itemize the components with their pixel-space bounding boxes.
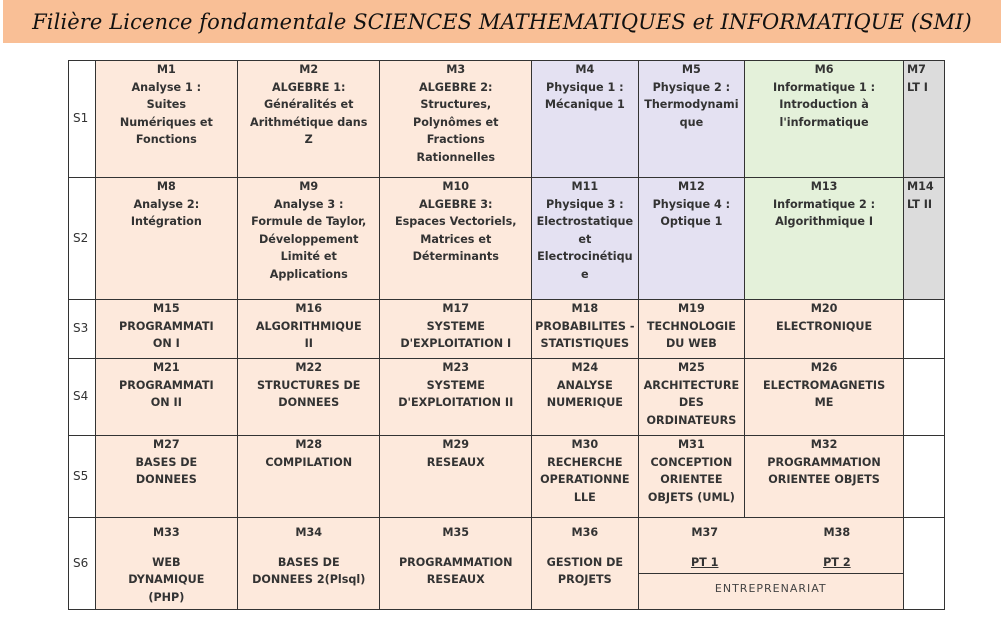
module-title-line: COMPILATION bbox=[265, 455, 353, 469]
semester-row-s6 bbox=[69, 518, 945, 610]
module-code: M31 bbox=[678, 438, 705, 451]
semester-label: S6 bbox=[69, 518, 96, 610]
module-m34 bbox=[238, 518, 380, 610]
semester-label: S5 bbox=[69, 436, 96, 518]
module-m11 bbox=[532, 178, 639, 300]
module-m35 bbox=[380, 518, 532, 610]
pt-titles bbox=[639, 554, 903, 572]
module-m25 bbox=[638, 359, 745, 436]
module-code: M14 bbox=[906, 180, 934, 193]
module-title-line: Polynômes et bbox=[413, 115, 499, 129]
module-title-line: que bbox=[679, 115, 704, 129]
module-code: M3 bbox=[446, 63, 466, 76]
module-code: M8 bbox=[156, 180, 176, 193]
module-title-line: GESTION DE bbox=[546, 555, 624, 569]
module-title-line: et bbox=[578, 232, 592, 246]
module-code: M5 bbox=[681, 63, 701, 76]
module-code: M24 bbox=[571, 361, 599, 374]
module-title-line: RESEAUX bbox=[426, 573, 485, 586]
module-title-line: Informatique 2 : bbox=[772, 197, 876, 211]
semester-row-s1 bbox=[69, 61, 945, 178]
module-m20 bbox=[745, 300, 904, 359]
module-title-line: ON II bbox=[150, 396, 182, 409]
module-code: M34 bbox=[295, 526, 323, 539]
module-m32 bbox=[745, 436, 904, 518]
module-code: M15 bbox=[152, 302, 180, 315]
module-title-line: Analyse 1 : bbox=[131, 80, 202, 94]
module-title-line: ARCHITECTURE bbox=[643, 378, 740, 392]
module-title-line: DONNEES 2(Plsql) bbox=[252, 573, 366, 586]
module-code: M9 bbox=[299, 180, 319, 193]
module-title-line: ANALYSE bbox=[556, 378, 613, 392]
module-title-line: LLE bbox=[573, 490, 596, 504]
module-title-line: PROJETS bbox=[557, 573, 612, 586]
module-title-line: PT 1 bbox=[690, 555, 719, 569]
module-title-line: ELECTROMAGNETIS bbox=[762, 378, 886, 392]
module-code: M26 bbox=[810, 361, 838, 374]
module-title-line: PT 2 bbox=[823, 555, 851, 569]
module-code: M16 bbox=[295, 302, 323, 315]
module-title-line: Fractions bbox=[426, 133, 485, 146]
empty-cell bbox=[903, 436, 944, 518]
module-title-line: SYSTEME bbox=[426, 319, 485, 333]
semester-label: S2 bbox=[69, 178, 96, 300]
module-title-line: ELECTRONIQUE bbox=[775, 319, 873, 333]
module-title-line: SYSTEME bbox=[426, 378, 485, 392]
module-code: M29 bbox=[442, 438, 470, 451]
module-code: M18 bbox=[571, 302, 599, 315]
module-m24 bbox=[532, 359, 639, 436]
module-title-line: D'EXPLOITATION I bbox=[400, 337, 512, 350]
module-code: M10 bbox=[442, 180, 470, 193]
module-m12 bbox=[638, 178, 745, 300]
module-title-line: DONNEES bbox=[135, 473, 197, 486]
module-title-line: D'EXPLOITATION II bbox=[398, 396, 514, 409]
module-m22 bbox=[238, 359, 380, 436]
module-code: M33 bbox=[152, 526, 180, 539]
module-title-line: ALGEBRE 2: bbox=[418, 80, 493, 94]
module-code: M11 bbox=[571, 180, 599, 193]
module-title-line: Espaces Vectoriels, bbox=[394, 215, 517, 228]
module-title-line: BASES DE bbox=[277, 555, 340, 569]
module-title-line: Informatique 1 : bbox=[772, 80, 876, 94]
module-title-line: PROGRAMMATION bbox=[767, 455, 881, 469]
module-title-line: RESEAUX bbox=[426, 455, 485, 469]
module-code: M23 bbox=[442, 361, 470, 374]
module-title-line: DES bbox=[678, 396, 704, 409]
module-title-line: RECHERCHE bbox=[547, 455, 623, 469]
module-title-line: Physique 1 : bbox=[546, 80, 624, 94]
module-title-line: Rationnelles bbox=[416, 150, 495, 164]
module-title-line: Physique 4 : bbox=[652, 197, 731, 211]
module-title-line: STATISTIQUES bbox=[540, 337, 630, 350]
empty-cell bbox=[903, 359, 944, 436]
module-title-line: Limité et bbox=[280, 250, 337, 263]
module-title-line: II bbox=[304, 337, 313, 350]
module-title-line: Numériques et bbox=[119, 115, 213, 129]
module-title-line: Fonctions bbox=[135, 133, 197, 146]
module-m3 bbox=[380, 61, 532, 178]
pt-codes bbox=[639, 524, 903, 542]
module-title-line: Analyse 2: bbox=[133, 197, 200, 211]
module-title-line: DONNEES bbox=[278, 396, 340, 409]
semester-row-s2 bbox=[69, 178, 945, 300]
module-m36 bbox=[532, 518, 639, 610]
module-code: M13 bbox=[810, 180, 838, 193]
module-m15 bbox=[95, 300, 237, 359]
module-title-line: Z bbox=[304, 133, 313, 146]
module-title-line: Introduction à bbox=[779, 98, 869, 111]
module-m17 bbox=[380, 300, 532, 359]
module-code: M32 bbox=[810, 438, 838, 451]
module-title-line: ALGEBRE 1: bbox=[271, 80, 346, 94]
module-m6 bbox=[745, 61, 904, 178]
module-title-line: BASES DE bbox=[135, 455, 198, 469]
module-m37-m38 bbox=[638, 518, 903, 610]
module-code: M20 bbox=[810, 302, 838, 315]
module-m8 bbox=[95, 178, 237, 300]
module-code: M35 bbox=[442, 526, 470, 539]
module-code: M7 bbox=[906, 63, 926, 76]
module-m2 bbox=[238, 61, 380, 178]
semester-row-s4 bbox=[69, 359, 945, 436]
module-title-line: WEB bbox=[152, 555, 181, 569]
module-title-line: ORDINATEURS bbox=[646, 413, 737, 427]
module-title-line: TECHNOLOGIE bbox=[646, 319, 736, 333]
module-code: M17 bbox=[442, 302, 470, 315]
module-code: M21 bbox=[152, 361, 180, 374]
module-code: M38 bbox=[823, 526, 851, 539]
module-code: M25 bbox=[678, 361, 705, 374]
module-title-line: ALGORITHMIQUE bbox=[255, 319, 362, 333]
module-m29 bbox=[380, 436, 532, 518]
semester-row-s3 bbox=[69, 300, 945, 359]
module-m16 bbox=[238, 300, 380, 359]
module-title-line: STRUCTURES DE bbox=[257, 378, 361, 392]
module-m31 bbox=[638, 436, 745, 518]
empty-cell bbox=[903, 518, 944, 610]
module-title-line: ME bbox=[814, 396, 834, 409]
module-code: M36 bbox=[571, 526, 599, 539]
semester-row-s5 bbox=[69, 436, 945, 518]
module-title-line: LT I bbox=[906, 80, 928, 94]
entreprenariat-label: ENTREPRENARIAT bbox=[639, 573, 903, 603]
module-m9 bbox=[238, 178, 380, 300]
module-code: M19 bbox=[678, 302, 705, 315]
module-code: M37 bbox=[691, 526, 719, 539]
module-title-line: Structures, bbox=[420, 98, 492, 111]
module-code: M6 bbox=[814, 63, 834, 76]
module-m23 bbox=[380, 359, 532, 436]
module-title-line: Analyse 3 : bbox=[273, 197, 344, 211]
module-m19 bbox=[638, 300, 745, 359]
module-title-line: e bbox=[581, 267, 589, 281]
module-code: M27 bbox=[152, 438, 180, 451]
module-title-line: OBJETS (UML) bbox=[647, 490, 735, 504]
module-m33 bbox=[95, 518, 237, 610]
module-title-line: DU WEB bbox=[665, 337, 717, 350]
module-title-line: Optique 1 bbox=[660, 215, 723, 228]
module-title-line: PROBABILITES - bbox=[535, 319, 635, 333]
module-title-line: ORIENTEE OBJETS bbox=[768, 473, 880, 486]
module-title-line: (PHP) bbox=[148, 590, 185, 604]
module-m4 bbox=[532, 61, 639, 178]
module-code: M1 bbox=[156, 63, 176, 76]
module-title-line: Physique 3 : bbox=[546, 197, 624, 211]
module-title-line: PROGRAMMATION bbox=[398, 555, 513, 569]
module-code: M4 bbox=[575, 63, 595, 76]
module-title-line: ON I bbox=[152, 337, 180, 350]
module-title-line: Thermodynami bbox=[644, 98, 739, 111]
module-title-line: Electrocinétiqu bbox=[537, 250, 633, 263]
module-title-line: PROGRAMMATI bbox=[119, 319, 214, 333]
module-code: M2 bbox=[299, 63, 319, 76]
module-m26 bbox=[745, 359, 904, 436]
module-code: M12 bbox=[678, 180, 705, 193]
module-title-line: PROGRAMMATI bbox=[119, 378, 214, 392]
module-title-line: NUMERIQUE bbox=[546, 396, 623, 409]
module-code: M28 bbox=[295, 438, 323, 451]
module-title-line: ALGEBRE 3: bbox=[418, 197, 493, 211]
semester-label: S4 bbox=[69, 359, 96, 436]
module-title-line: Suites bbox=[146, 98, 187, 111]
module-title-line: Algorithmique I bbox=[775, 215, 874, 228]
module-title-line: Electrostatique bbox=[536, 215, 634, 228]
module-m7 bbox=[903, 61, 944, 178]
curriculum-table bbox=[68, 60, 945, 610]
module-m13 bbox=[745, 178, 904, 300]
module-title-line: CONCEPTION bbox=[650, 455, 733, 469]
module-title-line: Arithmétique dans bbox=[250, 115, 368, 129]
module-title-line: Intégration bbox=[130, 215, 202, 228]
empty-cell bbox=[903, 300, 944, 359]
module-title-line: Physique 2 : bbox=[652, 80, 731, 94]
module-m30 bbox=[532, 436, 639, 518]
module-m1 bbox=[95, 61, 237, 178]
module-code: M30 bbox=[571, 438, 599, 451]
module-m5 bbox=[638, 61, 745, 178]
module-m18 bbox=[532, 300, 639, 359]
module-m27 bbox=[95, 436, 237, 518]
module-m28 bbox=[238, 436, 380, 518]
module-title-line: Généralités et bbox=[263, 98, 354, 111]
module-title-line: ORIENTEE bbox=[660, 473, 723, 486]
module-m14 bbox=[903, 178, 944, 300]
pt-block bbox=[639, 524, 903, 603]
semester-label: S1 bbox=[69, 61, 96, 178]
module-title-line: DYNAMIQUE bbox=[128, 573, 205, 586]
module-title-line: Mécanique 1 bbox=[544, 98, 625, 111]
module-m21 bbox=[95, 359, 237, 436]
module-title-line: l'informatique bbox=[779, 115, 869, 129]
module-title-line: Matrices et bbox=[420, 232, 492, 246]
module-title-line: Développement bbox=[259, 232, 359, 246]
module-title-line: LT II bbox=[906, 197, 933, 211]
module-title-line: OPERATIONNE bbox=[540, 473, 630, 486]
page-title: Filière Licence fondamentale SCIENCES MATHEMATIQUES et INFORMATIQUE (SMI) bbox=[3, 0, 1001, 43]
module-m10 bbox=[380, 178, 532, 300]
module-title-line: Formule de Taylor, bbox=[251, 215, 367, 228]
module-code: M22 bbox=[295, 361, 323, 374]
module-title-line: Applications bbox=[269, 267, 348, 281]
semester-label: S3 bbox=[69, 300, 96, 359]
module-title-line: Déterminants bbox=[412, 250, 499, 263]
